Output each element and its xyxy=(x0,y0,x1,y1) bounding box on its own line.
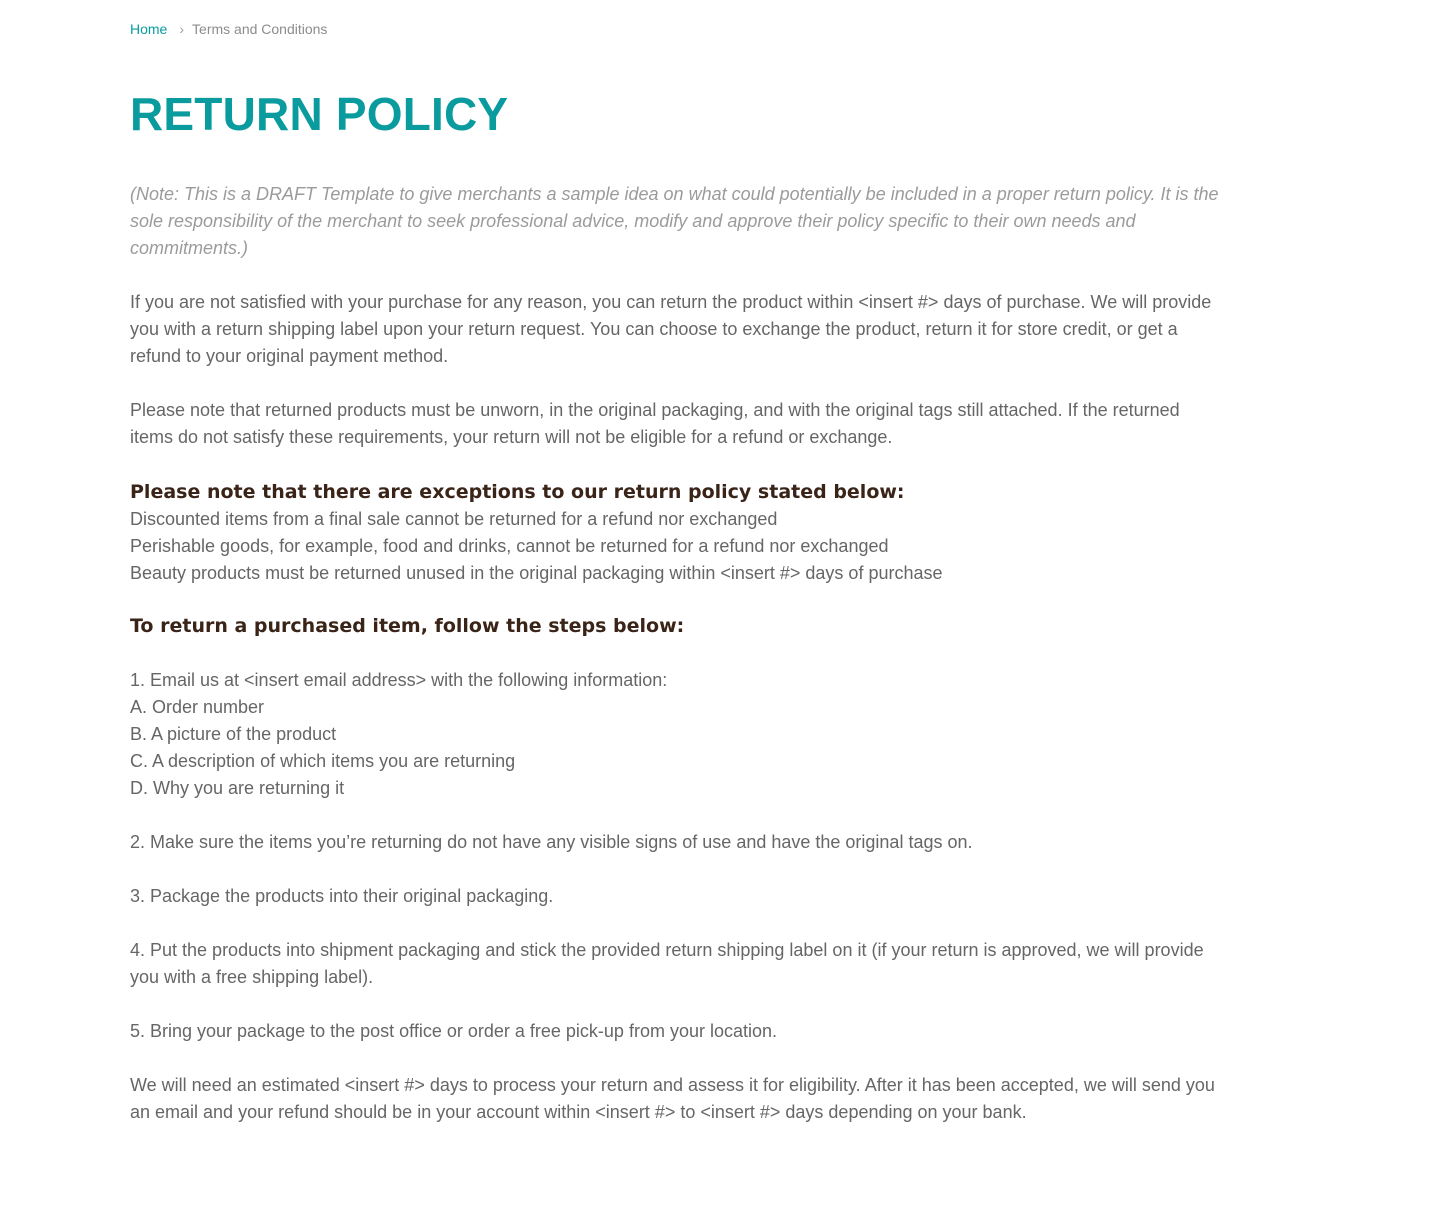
step-4-text: 4. Put the products into shipment packaging and stick the provided return shipping label on it (if your return is approved, we will provide you with a free shipping label). xyxy=(130,940,1204,987)
list-item: B. A picture of the product xyxy=(130,724,337,744)
exceptions-heading: Please note that there are exceptions to our return policy stated below: xyxy=(130,481,905,503)
exceptions-list xyxy=(130,506,1225,587)
list-item: Discounted items from a final sale cannot be returned for a refund nor exchanged xyxy=(130,509,778,529)
list-item: Beauty products must be returned unused in the original packaging within <insert #> days of purchase xyxy=(130,563,943,583)
step-3-text: 3. Package the products into their original packaging. xyxy=(130,886,554,906)
breadcrumb xyxy=(130,20,327,38)
page-title: RETURN POLICY xyxy=(130,88,509,140)
policy-content xyxy=(130,181,1225,1126)
requirements-paragraph: Please note that returned products must be unworn, in the original packaging, and with the original tags still attached. If the returned items do not satisfy these requirements, your return will not be eligible for a refund or exchange. xyxy=(130,400,1180,447)
spacer xyxy=(130,640,1225,667)
list-item: D. Why you are returning it xyxy=(130,778,345,798)
closing-paragraph: We will need an estimated <insert #> days to process your return and assess it for eligibility. After it has been accepted, we will send you an email and your refund should be in your account within <insert #> to <insert #> days depending on your bank. xyxy=(130,1075,1215,1122)
step-1-text: 1. Email us at <insert email address> with the following information: xyxy=(130,670,668,690)
list-item: A. Order number xyxy=(130,697,265,717)
breadcrumb-separator-icon: › xyxy=(179,21,185,37)
breadcrumb-home-link[interactable]: Home xyxy=(130,21,168,37)
intro-paragraph: If you are not satisfied with your purchase for any reason, you can return the product within <insert #> days of purchase. We will provide you with a return shipping label upon your return request. You can choose to exchange the product, return it for store credit, or get a refund to your original payment method. xyxy=(130,292,1212,366)
list-item: C. A description of which items you are returning xyxy=(130,751,516,771)
step-2-text: 2. Make sure the items you’re returning do not have any visible signs of use and have the original tags on. xyxy=(130,832,973,852)
list-item: Perishable goods, for example, food and drinks, cannot be returned for a refund nor exchanged xyxy=(130,536,889,556)
steps-heading: To return a purchased item, follow the steps below: xyxy=(130,615,685,637)
spacer xyxy=(130,587,1225,612)
breadcrumb-current: Terms and Conditions xyxy=(192,21,328,37)
step-1 xyxy=(130,667,1225,802)
draft-note: (Note: This is a DRAFT Template to give merchants a sample idea on what could potentially be included in a proper return policy. It is the sole responsibility of the merchant to seek professional advice, modify and approve their policy specific to their own needs and commitments.) xyxy=(130,184,1219,258)
step-5-text: 5. Bring your package to the post office or order a free pick-up from your location. xyxy=(130,1021,778,1041)
spacer xyxy=(130,802,1225,829)
